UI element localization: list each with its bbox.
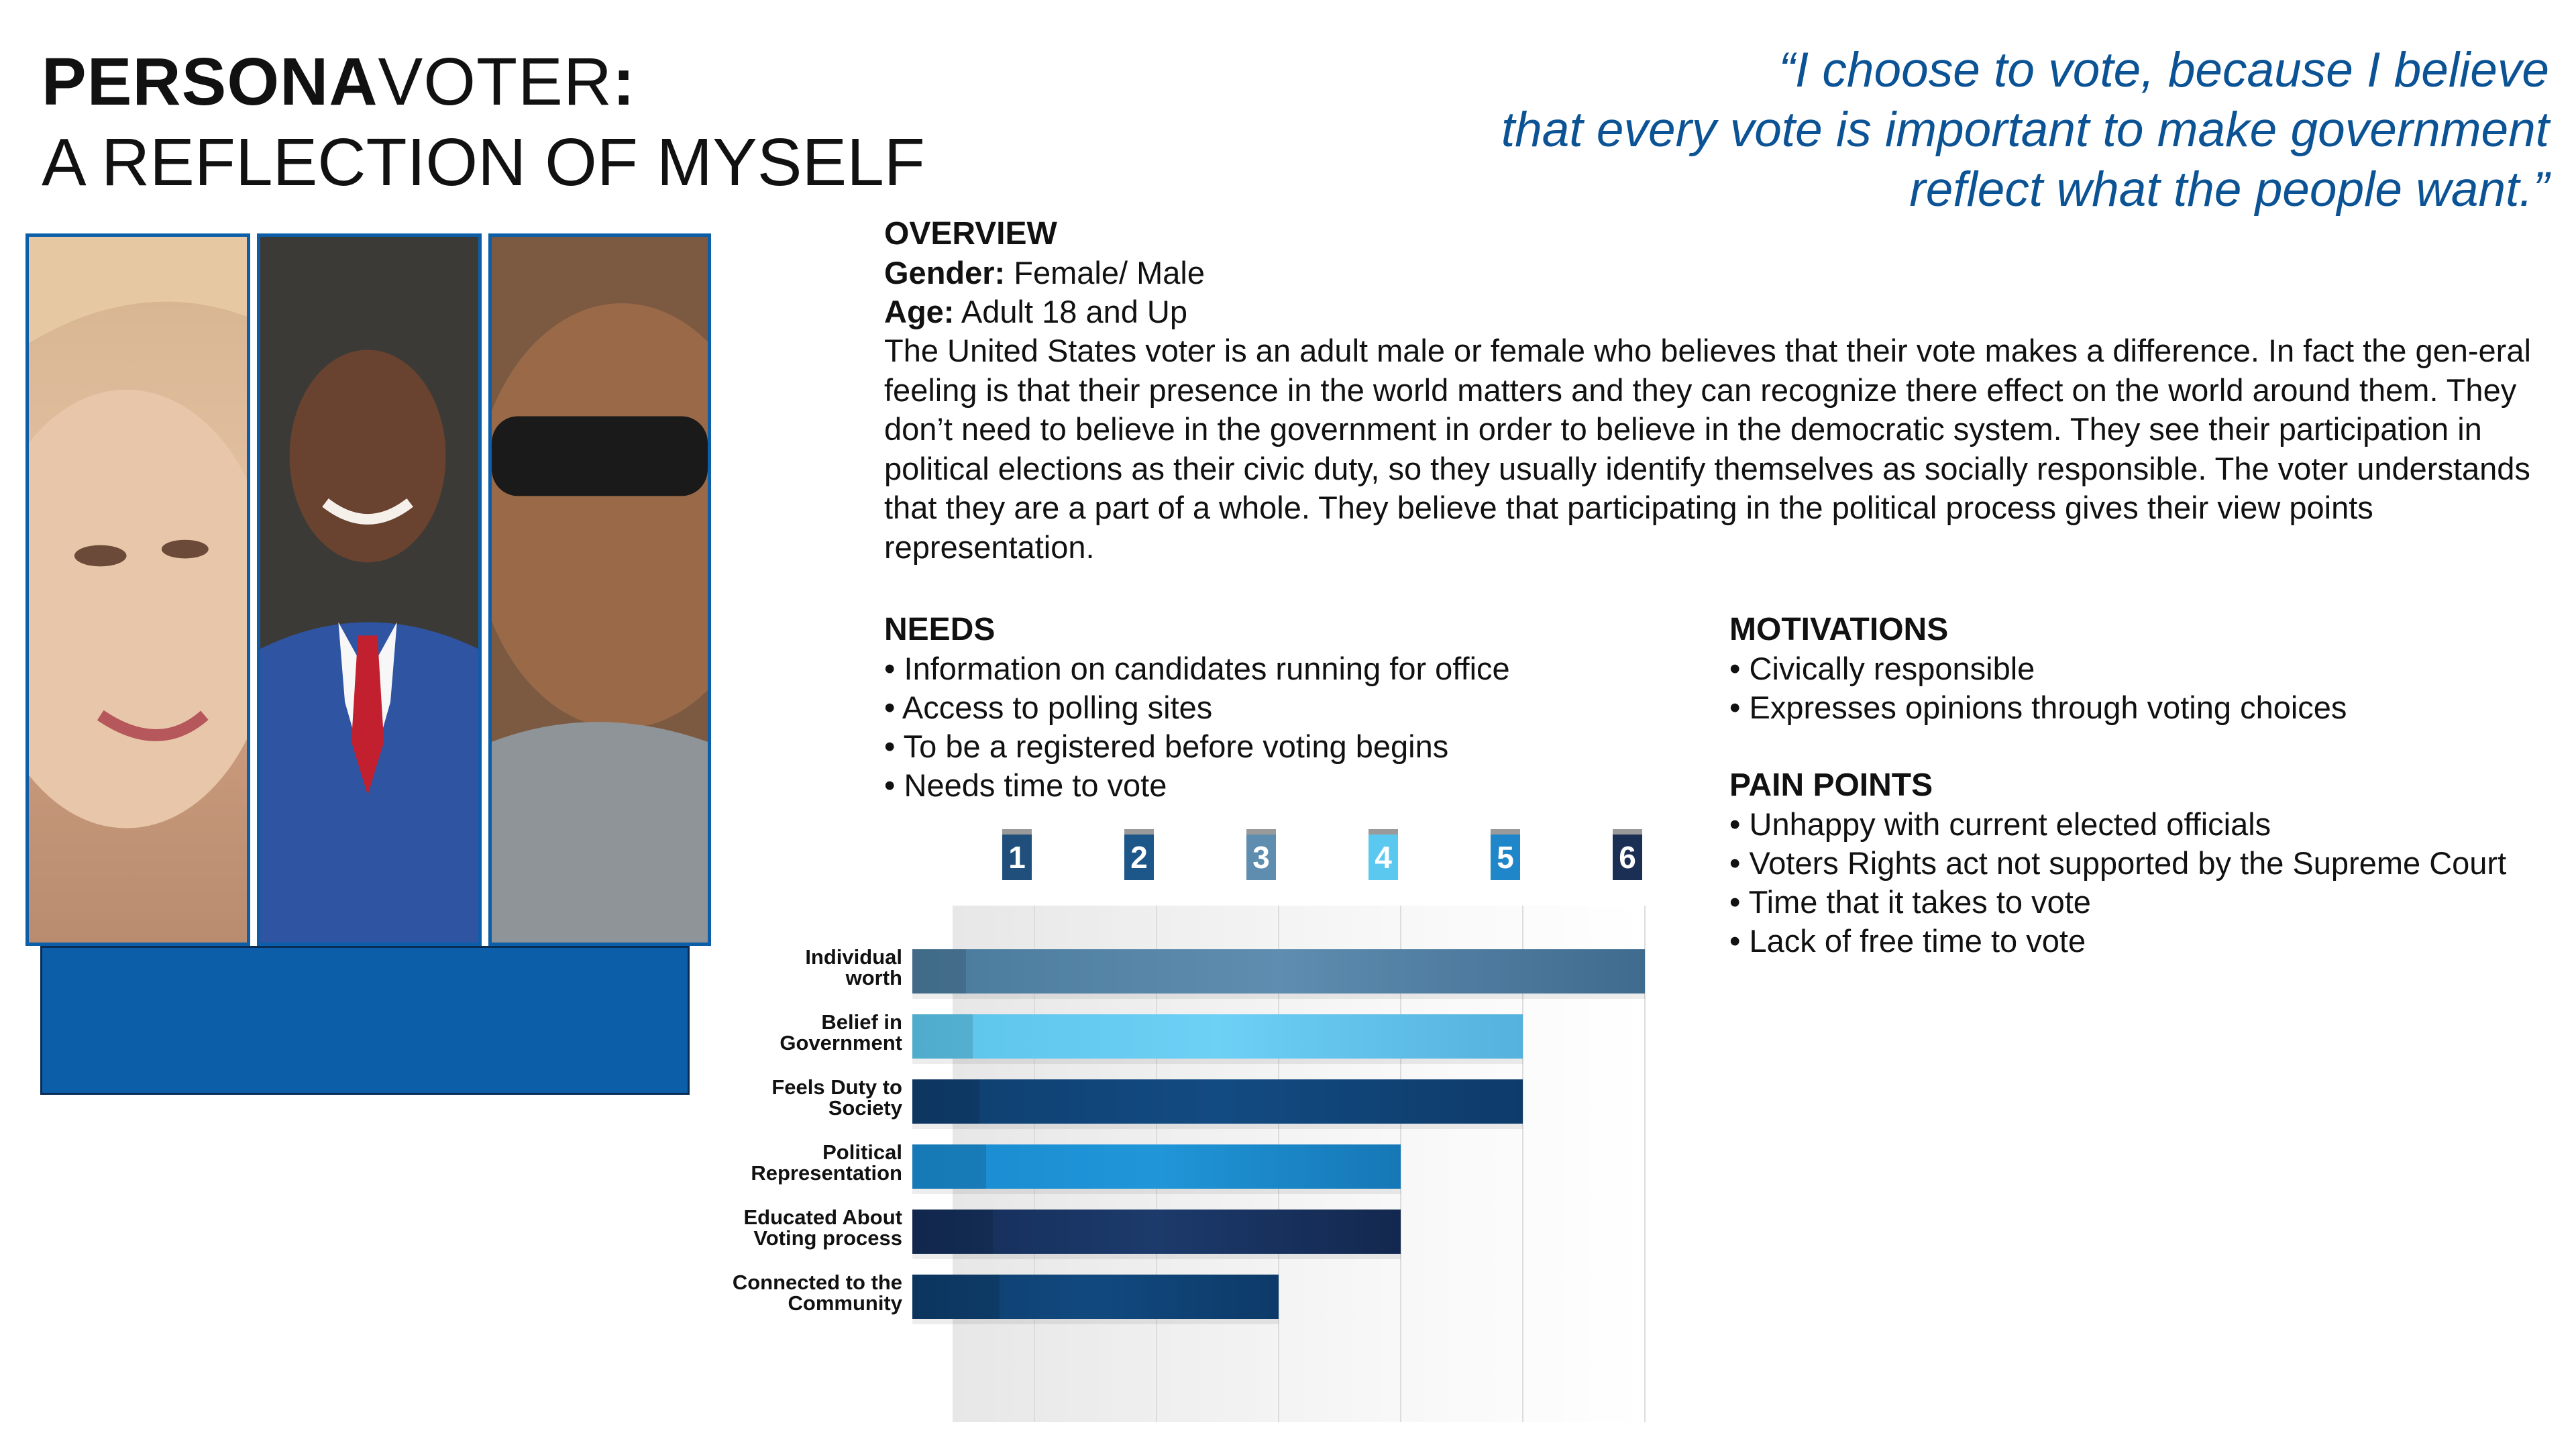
title-colon: :: [612, 44, 636, 119]
chart-svg: [671, 825, 1744, 1429]
title-light: VOTER: [378, 44, 613, 119]
gender-value: Female/ Male: [1005, 255, 1205, 290]
category-label: Voting process: [753, 1226, 902, 1250]
gender-line: [884, 254, 2548, 292]
age-value: Adult 18 and Up: [954, 294, 1187, 329]
list-item: • Access to polling sites: [884, 690, 1213, 725]
category-label: worth: [845, 966, 902, 989]
tick-badge-top: [1613, 829, 1642, 835]
pain-points-section: [1729, 766, 2561, 961]
tick-marker-1: [1002, 829, 1032, 880]
list-item: • Voters Rights act not supported by the Supreme Court: [1729, 845, 2507, 881]
tick-label: 2: [1130, 840, 1148, 875]
category-label: Government: [780, 1031, 902, 1055]
category-label: Belief in: [821, 1010, 902, 1034]
age-label: Age:: [884, 294, 955, 329]
category-label: Educated About: [743, 1205, 902, 1229]
bar-shadow: [912, 1059, 1523, 1064]
category-label: Political: [822, 1140, 902, 1164]
tick-marker-3: [1246, 829, 1276, 880]
persona-photo-man-suit: [257, 233, 482, 946]
overview-section: [884, 215, 2548, 567]
bar: [912, 949, 1645, 994]
bar-shade: [912, 1275, 1000, 1319]
persona-quote: [1208, 40, 2549, 219]
persona-photo-woman: [25, 233, 250, 946]
category-label: Society: [828, 1096, 902, 1120]
bar-shade: [912, 949, 966, 994]
tick-marker-6: [1613, 829, 1642, 880]
category-label: Connected to the: [732, 1271, 902, 1294]
tick-marker-4: [1368, 829, 1398, 880]
bar: [912, 1014, 1523, 1059]
bar-shade: [912, 1144, 986, 1189]
list-item: • Time that it takes to vote: [1729, 884, 2091, 920]
bar-shadow: [912, 1254, 1401, 1259]
bar-shade: [912, 1014, 973, 1059]
quote-line-3: reflect what the people want.”: [1909, 162, 2549, 217]
category-label: Representation: [751, 1161, 902, 1185]
list-item: • To be a registered before voting begins: [884, 729, 1449, 764]
tick-label: 6: [1619, 840, 1636, 875]
tick-badge-top: [1246, 829, 1276, 835]
persona-traits-chart: [671, 825, 1744, 1429]
tick-label: 1: [1008, 840, 1026, 875]
gender-label: Gender:: [884, 255, 1006, 290]
motivations-section: [1729, 610, 2534, 727]
motivations-heading: MOTIVATIONS: [1729, 612, 1949, 647]
bar-shadow: [912, 1124, 1523, 1129]
bar-shadow: [912, 994, 1645, 999]
needs-section: [884, 610, 1689, 805]
category-label: Individual: [805, 945, 902, 969]
needs-heading: NEEDS: [884, 612, 996, 647]
bar-shadow: [912, 1189, 1401, 1194]
category-label: Feels Duty to: [771, 1075, 902, 1099]
bar: [912, 1079, 1523, 1124]
list-item: • Information on candidates running for office: [884, 651, 1510, 686]
list-item: • Lack of free time to vote: [1729, 923, 2086, 959]
list-item: • Civically responsible: [1729, 651, 2035, 686]
page-title: [42, 42, 981, 203]
age-line: [884, 292, 2548, 331]
list-item: • Unhappy with current elected officials: [1729, 806, 2271, 842]
persona-photos: [25, 233, 711, 946]
list-item: • Expresses opinions through voting choices: [1729, 690, 2347, 725]
tick-badge-top: [1491, 829, 1520, 835]
tick-marker-5: [1491, 829, 1520, 880]
quote-line-1: “I choose to vote, because I believe: [1778, 43, 2549, 97]
quote-line-2: that every vote is important to make government: [1501, 103, 2549, 157]
list-item: • Needs time to vote: [884, 767, 1167, 803]
title-subtitle: A REFLECTION OF MYSELF: [42, 125, 925, 200]
overview-description: The United States voter is an adult male or female who believes that their vote makes a difference. In fact the gen-eral feeling is that their presence in the world matters and they can recognize there effect on the world around them. They don’t need to believe in the government in order to believe in the democratic system. They see their participation in political elections as their civic duty, so they usually identify themselves as socially responsible. The voter understands that they are a part of a whole. They believe that participating in the political process gives their view points representation.: [884, 333, 2531, 565]
tick-badge-top: [1002, 829, 1032, 835]
bar-shade: [912, 1210, 993, 1254]
persona-color-block: [40, 946, 690, 1095]
tick-marker-2: [1124, 829, 1154, 880]
overview-heading: OVERVIEW: [884, 216, 1057, 252]
tick-label: 5: [1497, 840, 1514, 875]
tick-badge-top: [1124, 829, 1154, 835]
bar-shadow: [912, 1319, 1279, 1324]
pain-points-heading: PAIN POINTS: [1729, 767, 1933, 803]
tick-badge-top: [1368, 829, 1398, 835]
title-bold: PERSONA: [42, 44, 378, 119]
tick-label: 3: [1252, 840, 1270, 875]
bar-shade: [912, 1079, 979, 1124]
tick-label: 4: [1375, 840, 1392, 875]
category-label: Community: [788, 1291, 902, 1315]
